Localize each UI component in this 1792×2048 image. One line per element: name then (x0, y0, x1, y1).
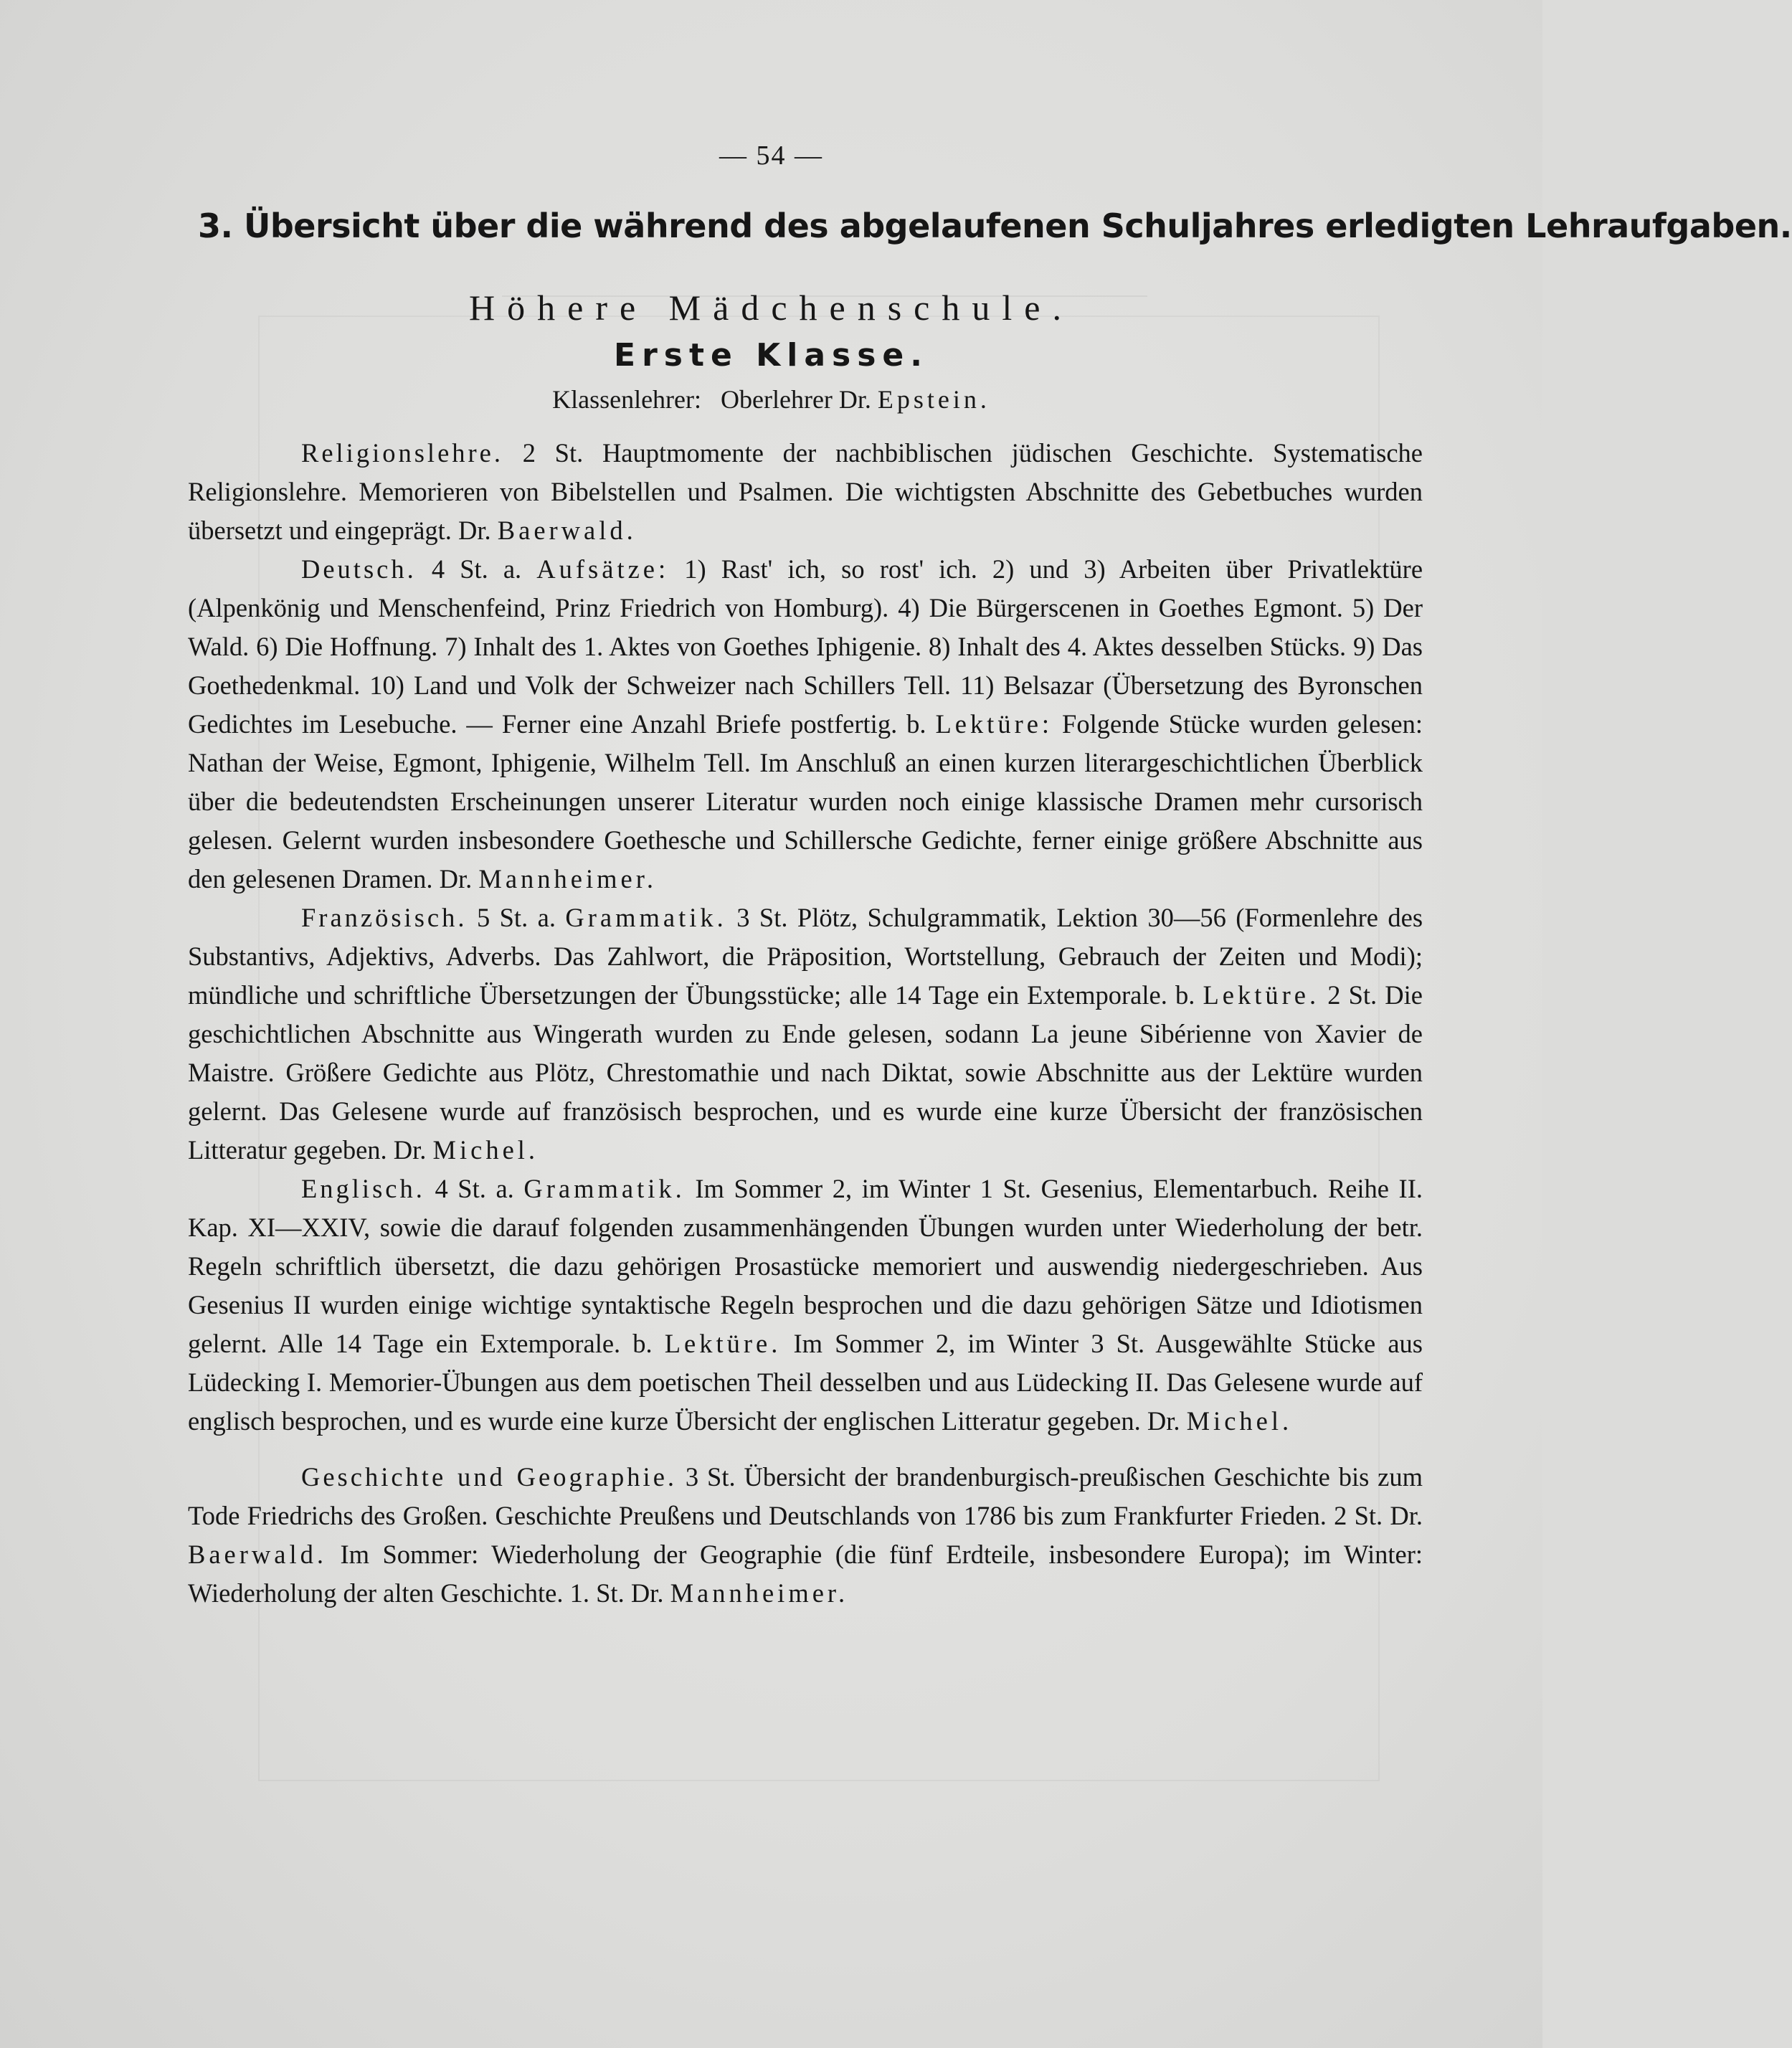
subsection-text: 2 St. Die geschichtlichen Abschnitte aus Wingerath wurden zu Ende gelesen, sodann La jeune Sibérienne von Xavier de Maistre. Größere Gedichte aus Plötz, Chrestomathie und nach Diktat, sowie Abschnitte aus der Lektüre wurden gelernt. Das Gelesene wurde auf französisch besprochen, und es wurde eine kurze Übersicht der französischen Litteratur gegeben. Dr. (188, 980, 1423, 1165)
page-number: — 54 — (719, 141, 823, 171)
subject-name: Religionslehre. (301, 438, 503, 468)
subject-text: 2 St. Hauptmomente der nachbiblischen jüdischen Geschichte. Systematische Religionslehre. Memorieren von Bibelstellen und Psalmen. Die wichtigsten Abschnitte des Gebetbuches wurden übersetzt und eingeprägt. Dr. (188, 438, 1423, 545)
paragraph-history-geography (188, 1458, 1423, 1613)
teacher-name: Mannheimer. (670, 1578, 849, 1608)
subject-hours: 5 St. a. (476, 903, 556, 932)
subsection-heading: Lektüre: (935, 709, 1053, 739)
subsection-text: 1) Rast' ich, so rost' ich. 2) und 3) Arbeiten über Privatlektüre (Alpenkönig und Menschenfeind, Prinz Friedrich von Homburg). 4) Die Bürgerscenen in Goethes Egmont. 5) Der Wald. 6) Die Hoffnung. 7) Inhalt des 1. Aktes von Goethes Iphigenie. 8) Inhalt des 4. Aktes desselben Stücks. 9) Das Goethedenkmal. 10) Land und Volk der Schweizer nach Schillers Tell. 11) Belsazar (Übersetzung des Byronschen Gedichtes im Lesebuche. — Ferner eine Anzahl Briefe postfertig. b. (188, 554, 1423, 739)
teacher-name: Michel. (1186, 1406, 1293, 1436)
paragraph-religion (188, 434, 1423, 550)
section-title: 3. Übersicht über die während des abgelaufenen Schuljahres erledigten Lehraufgaben. (198, 207, 1792, 245)
subsection-text: 3 St. Plötz, Schulgrammatik, Lektion 30—56 (Formenlehre des Substantivs, Adjektivs, Adverbs. Das Zahlwort, die Präposition, Wortstellung, Gebrauch der Zeiten und Modi); mündliche und schriftliche Übersetzungen der Übungsstücke; alle 14 Tage ein Extemporale. b. (188, 903, 1423, 1010)
subsection-heading: Lektüre. (1203, 980, 1320, 1010)
body-text (188, 434, 1423, 1613)
paragraph-french (188, 899, 1423, 1170)
subject-hours: 4 St. a. (435, 1174, 514, 1203)
teacher-name: Baerwald. (188, 1540, 327, 1569)
class-teacher-label: Klassenlehrer: (552, 385, 702, 414)
subsection-heading: Grammatik. (523, 1174, 686, 1203)
school-heading: Höhere Mädchenschule. (469, 288, 1073, 328)
subsection-heading: Aufsätze: (536, 554, 670, 584)
subject-hours: 4 St. a. (431, 554, 522, 584)
subject-name: Geschichte und Geographie. (301, 1462, 678, 1492)
subsection-heading: Lektüre. (664, 1329, 782, 1358)
subject-text: 3 St. Übersicht der brandenburgisch-preußischen Geschichte bis zum Tode Friedrichs des Großen. Geschichte Preußens und Deutschlands von 1786 bis zum Frankfurter Frieden. 2 St. Dr. (188, 1462, 1423, 1530)
paragraph-german (188, 550, 1423, 899)
subject-name: Französisch. (301, 903, 468, 932)
subject-text: Im Sommer: Wiederholung der Geographie (die fünf Erdteile, insbesondere Europa); im Winter: Wiederholung der alten Geschichte. 1. St. Dr. (188, 1540, 1423, 1608)
class-teacher-line (0, 384, 1542, 414)
class-heading: Erste Klasse. (614, 337, 929, 374)
subject-name: Deutsch. (301, 554, 417, 584)
subsection-text: Im Sommer 2, im Winter 3 St. Ausgewählte Stücke aus Lüdecking I. Memorier-Übungen aus dem poetischen Theil desselben und aus Lüdecking II. Das Gelesene wurde auf englisch besprochen, und es wurde eine kurze Übersicht der englischen Litteratur gegeben. Dr. (188, 1329, 1423, 1436)
class-teacher-title: Oberlehrer Dr. (721, 385, 871, 414)
subsection-heading: Grammatik. (565, 903, 727, 932)
teacher-name: Michel. (432, 1135, 539, 1165)
teacher-name: Baerwald. (497, 516, 637, 545)
subsection-text: Folgende Stücke wurden gelesen: Nathan der Weise, Egmont, Iphigenie, Wilhelm Tell. Im Anschluß an einen kurzen literargeschichtlichen Überblick über die bedeutendsten Erscheinungen unserer Literatur wurden noch einige klassische Dramen mehr cursorisch gelesen. Gelernt wurden insbesondere Goethesche und Schillersche Gedichte, ferner einige größere Abschnitte aus den gelesenen Dramen. Dr. (188, 709, 1423, 893)
teacher-name: Mannheimer. (478, 864, 658, 893)
subsection-text: Im Sommer 2, im Winter 1 St. Gesenius, Elementarbuch. Reihe II. Kap. XI—XXIV, sowie die darauf folgenden zusammenhängenden Übungen wurden unter Wiederholung der betr. Regeln schriftlich übersetzt, die dazu gehörigen Prosastücke memoriert und auswendig niedergeschrieben. Aus Gesenius II wurden einige wichtige syntaktische Regeln besprochen und die dazu gehörigen Sätze und Idiotismen gelernt. Alle 14 Tage ein Extemporale. b. (188, 1174, 1423, 1358)
paragraph-english (188, 1170, 1423, 1441)
class-teacher-name: Epstein. (877, 385, 990, 414)
subject-name: Englisch. (301, 1174, 425, 1203)
